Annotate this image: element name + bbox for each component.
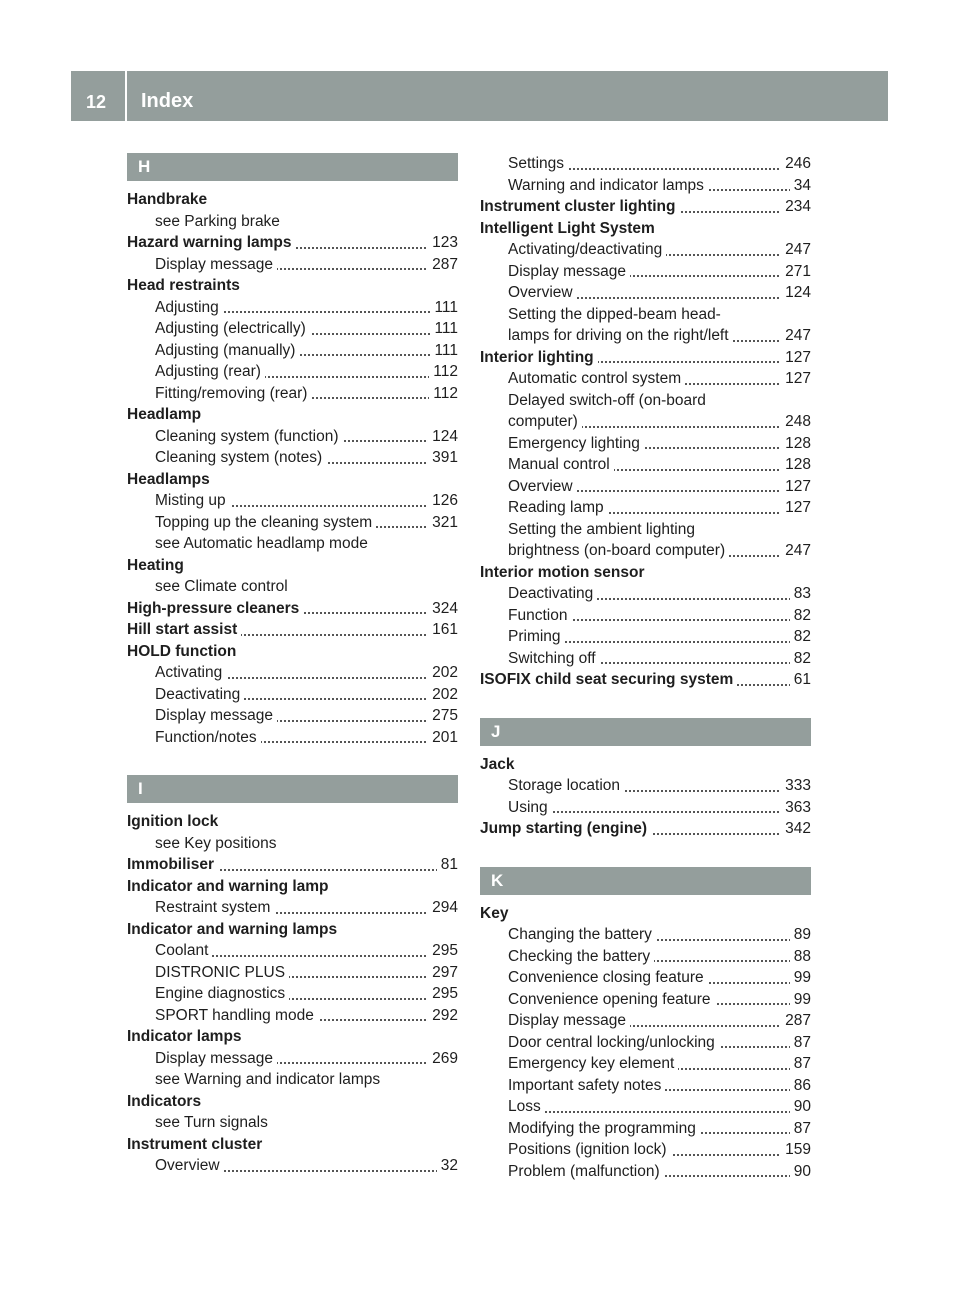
index-entry bbox=[480, 261, 811, 283]
page-reference: 83 bbox=[790, 583, 811, 605]
entry-label: Cleaning system (function) bbox=[155, 428, 343, 445]
page-reference: 127 bbox=[781, 347, 811, 369]
entry-label: Deactivating bbox=[155, 686, 244, 703]
entry-label: lamps for driving on the right/left bbox=[508, 327, 733, 344]
page-reference: 111 bbox=[430, 297, 458, 319]
entry-label: Priming bbox=[508, 628, 565, 645]
index-entry bbox=[480, 583, 811, 605]
entry-label: Hazard warning lamps bbox=[127, 234, 296, 251]
entry-label: Restraint system bbox=[155, 899, 274, 916]
index-column-right bbox=[480, 153, 811, 1182]
index-entry bbox=[127, 447, 458, 469]
index-entry bbox=[480, 411, 811, 433]
entry-label: Important safety notes bbox=[508, 1077, 665, 1094]
page-reference: 90 bbox=[790, 1161, 811, 1183]
index-heading bbox=[127, 275, 458, 297]
index-entry bbox=[480, 476, 811, 498]
entry-label: Storage location bbox=[508, 777, 624, 794]
page-reference: 87 bbox=[790, 1118, 811, 1140]
page-reference: 124 bbox=[781, 282, 811, 304]
entry-label: Indicator and warning lamp bbox=[127, 878, 333, 895]
index-entry bbox=[127, 512, 458, 534]
entry-label: Convenience opening feature bbox=[508, 991, 715, 1008]
entry-label: Activating bbox=[155, 664, 226, 681]
letter-heading-j: J bbox=[480, 718, 811, 746]
entry-label: Adjusting (manually) bbox=[155, 342, 299, 359]
entry-label: Display message bbox=[155, 707, 277, 724]
index-entry bbox=[480, 1096, 811, 1118]
page-reference: 88 bbox=[790, 946, 811, 968]
index-entry bbox=[480, 1010, 811, 1032]
entry-label: Engine diagnostics bbox=[155, 985, 289, 1002]
page-reference: 292 bbox=[428, 1005, 458, 1027]
index-entry bbox=[127, 297, 458, 319]
page-reference: 295 bbox=[428, 983, 458, 1005]
index-entry bbox=[480, 1053, 811, 1075]
entry-label: Ignition lock bbox=[127, 813, 222, 830]
index-entry bbox=[480, 390, 811, 412]
page-reference: 34 bbox=[790, 175, 811, 197]
entry-label: Adjusting (electrically) bbox=[155, 320, 310, 337]
entry-label: Setting the dipped-beam head- bbox=[508, 306, 725, 323]
entry-label: Activating/deactivating bbox=[508, 241, 666, 258]
page-reference: 126 bbox=[428, 490, 458, 512]
page-reference: 82 bbox=[790, 648, 811, 670]
page-reference: 269 bbox=[428, 1048, 458, 1070]
index-entry bbox=[480, 175, 811, 197]
entry-label: Headlamps bbox=[127, 471, 214, 488]
entry-label: Checking the battery bbox=[508, 948, 654, 965]
page-reference: 112 bbox=[429, 383, 458, 405]
page-title: Index bbox=[141, 90, 194, 112]
page-reference: 234 bbox=[781, 196, 811, 218]
index-entry bbox=[127, 940, 458, 962]
entry-label: Head restraints bbox=[127, 277, 244, 294]
index-list-i-continued bbox=[480, 153, 811, 691]
entry-label: Instrument cluster lighting bbox=[480, 198, 679, 215]
index-entry bbox=[127, 1112, 458, 1134]
entry-label: Jack bbox=[480, 756, 518, 773]
index-entry bbox=[480, 540, 811, 562]
page-header bbox=[71, 71, 888, 121]
page-reference: 127 bbox=[781, 476, 811, 498]
page-reference: 89 bbox=[790, 924, 811, 946]
letter-heading-h: H bbox=[127, 153, 458, 181]
entry-label: Cleaning system (notes) bbox=[155, 449, 326, 466]
index-entry bbox=[127, 854, 458, 876]
index-entry bbox=[127, 1005, 458, 1027]
index-heading bbox=[127, 641, 458, 663]
page-reference: 61 bbox=[790, 669, 811, 691]
entry-label: ISOFIX child seat securing system bbox=[480, 671, 737, 688]
index-heading bbox=[480, 903, 811, 925]
page-reference: 32 bbox=[437, 1155, 458, 1177]
entry-label: see Warning and indicator lamps bbox=[155, 1071, 384, 1088]
entry-label: Changing the battery bbox=[508, 926, 656, 943]
page-reference: 111 bbox=[430, 340, 458, 362]
entry-label: Jump starting (engine) bbox=[480, 820, 651, 837]
letter-heading-k: K bbox=[480, 867, 811, 895]
entry-label: Emergency lighting bbox=[508, 435, 644, 452]
entry-label: Setting the ambient lighting bbox=[508, 521, 699, 538]
page-reference: 82 bbox=[790, 626, 811, 648]
index-entry bbox=[480, 325, 811, 347]
index-heading bbox=[127, 404, 458, 426]
index-entry bbox=[480, 497, 811, 519]
index-entry bbox=[480, 454, 811, 476]
index-entry bbox=[127, 983, 458, 1005]
entry-label: Heating bbox=[127, 557, 188, 574]
entry-label: High-pressure cleaners bbox=[127, 600, 303, 617]
entry-label: Automatic control system bbox=[508, 370, 685, 387]
index-entry bbox=[480, 989, 811, 1011]
index-entry bbox=[480, 967, 811, 989]
page-reference: 391 bbox=[428, 447, 458, 469]
page-reference: 82 bbox=[790, 605, 811, 627]
index-entry bbox=[127, 490, 458, 512]
page-reference: 81 bbox=[437, 854, 458, 876]
header-divider bbox=[125, 71, 127, 121]
entry-label: brightness (on-board computer) bbox=[508, 542, 729, 559]
index-entry bbox=[127, 619, 458, 641]
page-reference: 297 bbox=[428, 962, 458, 984]
page-reference: 342 bbox=[781, 818, 811, 840]
index-entry bbox=[127, 340, 458, 362]
entry-label: Adjusting (rear) bbox=[155, 363, 265, 380]
page-reference: 202 bbox=[428, 662, 458, 684]
page-reference: 287 bbox=[781, 1010, 811, 1032]
page-reference: 287 bbox=[428, 254, 458, 276]
index-entry bbox=[127, 533, 458, 555]
page-reference: 333 bbox=[781, 775, 811, 797]
page-reference: 294 bbox=[428, 897, 458, 919]
entry-label: Interior motion sensor bbox=[480, 564, 649, 581]
index-entry bbox=[480, 1118, 811, 1140]
entry-label: see Key positions bbox=[155, 835, 281, 852]
page-reference: 127 bbox=[781, 497, 811, 519]
page-reference: 159 bbox=[781, 1139, 811, 1161]
page-reference: 295 bbox=[428, 940, 458, 962]
entry-label: Switching off bbox=[508, 650, 600, 667]
index-entry bbox=[480, 946, 811, 968]
page-reference: 247 bbox=[781, 540, 811, 562]
entry-label: computer) bbox=[508, 413, 582, 430]
entry-label: Display message bbox=[155, 1050, 277, 1067]
entry-label: Interior lighting bbox=[480, 349, 598, 366]
index-heading bbox=[127, 469, 458, 491]
entry-label: Manual control bbox=[508, 456, 614, 473]
index-entry bbox=[127, 962, 458, 984]
entry-label: Delayed switch-off (on-board bbox=[508, 392, 710, 409]
page-reference: 202 bbox=[428, 684, 458, 706]
index-entry bbox=[480, 669, 811, 691]
entry-label: Display message bbox=[155, 256, 277, 273]
entry-label: Loss bbox=[508, 1098, 545, 1115]
entry-label: Using bbox=[508, 799, 552, 816]
index-entry bbox=[127, 833, 458, 855]
page-reference: 321 bbox=[428, 512, 458, 534]
entry-label: Key bbox=[480, 905, 512, 922]
entry-label: Handbrake bbox=[127, 191, 211, 208]
index-entry bbox=[480, 775, 811, 797]
entry-label: Display message bbox=[508, 1012, 630, 1029]
dot-leader bbox=[508, 1111, 811, 1113]
page-reference: 123 bbox=[428, 232, 458, 254]
page-reference: 87 bbox=[790, 1053, 811, 1075]
letter-heading-i: I bbox=[127, 775, 458, 803]
index-entry bbox=[127, 383, 458, 405]
page-reference: 363 bbox=[781, 797, 811, 819]
dot-leader bbox=[508, 811, 811, 813]
index-entry bbox=[480, 347, 811, 369]
index-heading bbox=[127, 811, 458, 833]
index-list-i bbox=[127, 811, 458, 1177]
index-entry bbox=[127, 318, 458, 340]
index-entry bbox=[127, 254, 458, 276]
index-entry bbox=[480, 304, 811, 326]
index-list-h bbox=[127, 189, 458, 748]
entry-label: Door central locking/unlocking bbox=[508, 1034, 719, 1051]
page-reference: 87 bbox=[790, 1032, 811, 1054]
entry-label: Indicators bbox=[127, 1093, 205, 1110]
entry-label: Function/notes bbox=[155, 729, 261, 746]
index-entry bbox=[127, 1155, 458, 1177]
entry-label: see Parking brake bbox=[155, 213, 284, 230]
index-entry bbox=[480, 239, 811, 261]
entry-label: Overview bbox=[508, 284, 577, 301]
page-reference: 99 bbox=[790, 967, 811, 989]
page-reference: 271 bbox=[781, 261, 811, 283]
entry-label: Modifying the programming bbox=[508, 1120, 700, 1137]
page-reference: 247 bbox=[781, 239, 811, 261]
entry-label: HOLD function bbox=[127, 643, 240, 660]
page-reference: 90 bbox=[790, 1096, 811, 1118]
entry-label: Convenience closing feature bbox=[508, 969, 708, 986]
index-entry bbox=[127, 897, 458, 919]
entry-label: see Automatic headlamp mode bbox=[155, 535, 372, 552]
page-reference: 324 bbox=[428, 598, 458, 620]
index-heading bbox=[127, 876, 458, 898]
page-reference: 86 bbox=[790, 1075, 811, 1097]
index-entry bbox=[127, 727, 458, 749]
index-heading bbox=[127, 1026, 458, 1048]
index-entry bbox=[480, 1139, 811, 1161]
page-number: 12 bbox=[86, 92, 107, 112]
index-entry bbox=[127, 705, 458, 727]
index-entry bbox=[480, 368, 811, 390]
page-reference: 248 bbox=[781, 411, 811, 433]
index-list-k bbox=[480, 903, 811, 1183]
entry-label: Emergency key element bbox=[508, 1055, 678, 1072]
page-reference: 275 bbox=[428, 705, 458, 727]
entry-label: SPORT handling mode bbox=[155, 1007, 318, 1024]
entry-label: see Climate control bbox=[155, 578, 292, 595]
index-entry bbox=[127, 1069, 458, 1091]
index-entry bbox=[480, 818, 811, 840]
entry-label: Overview bbox=[508, 478, 577, 495]
page-reference: 247 bbox=[781, 325, 811, 347]
entry-label: Intelligent Light System bbox=[480, 220, 659, 237]
page-reference: 161 bbox=[428, 619, 458, 641]
entry-label: Indicator lamps bbox=[127, 1028, 246, 1045]
entry-label: DISTRONIC PLUS bbox=[155, 964, 289, 981]
page-reference: 99 bbox=[790, 989, 811, 1011]
index-entry bbox=[480, 626, 811, 648]
index-entry bbox=[127, 426, 458, 448]
index-entry bbox=[127, 576, 458, 598]
page-reference: 128 bbox=[781, 433, 811, 455]
entry-label: Misting up bbox=[155, 492, 230, 509]
entry-label: Reading lamp bbox=[508, 499, 608, 516]
index-heading bbox=[127, 1134, 458, 1156]
index-entry bbox=[480, 1161, 811, 1183]
entry-label: Positions (ignition lock) bbox=[508, 1141, 671, 1158]
index-entry bbox=[127, 1048, 458, 1070]
index-column-left bbox=[127, 151, 458, 1177]
page-reference: 127 bbox=[781, 368, 811, 390]
entry-label: Headlamp bbox=[127, 406, 205, 423]
index-heading bbox=[480, 218, 811, 240]
index-heading bbox=[127, 919, 458, 941]
entry-label: Hill start assist bbox=[127, 621, 241, 638]
index-entry bbox=[127, 211, 458, 233]
index-entry bbox=[127, 662, 458, 684]
index-list-j bbox=[480, 754, 811, 840]
index-entry bbox=[127, 598, 458, 620]
index-entry bbox=[480, 282, 811, 304]
index-entry bbox=[480, 196, 811, 218]
index-entry bbox=[480, 797, 811, 819]
index-entry bbox=[127, 232, 458, 254]
entry-label: Topping up the cleaning system bbox=[155, 514, 376, 531]
entry-label: Warning and indicator lamps bbox=[508, 177, 708, 194]
index-entry bbox=[127, 361, 458, 383]
page-reference: 111 bbox=[430, 318, 458, 340]
entry-label: Adjusting bbox=[155, 299, 223, 316]
index-entry bbox=[480, 153, 811, 175]
index-entry bbox=[480, 924, 811, 946]
entry-label: Overview bbox=[155, 1157, 224, 1174]
page-reference: 128 bbox=[781, 454, 811, 476]
index-heading bbox=[480, 562, 811, 584]
index-heading bbox=[127, 1091, 458, 1113]
page-reference: 201 bbox=[428, 727, 458, 749]
entry-label: Function bbox=[508, 607, 571, 624]
index-entry bbox=[480, 433, 811, 455]
entry-label: Immobiliser bbox=[127, 856, 218, 873]
entry-label: Fitting/removing (rear) bbox=[155, 385, 311, 402]
page-reference: 124 bbox=[428, 426, 458, 448]
entry-label: Indicator and warning lamps bbox=[127, 921, 341, 938]
entry-label: Coolant bbox=[155, 942, 212, 959]
entry-label: Problem (malfunction) bbox=[508, 1163, 664, 1180]
index-heading bbox=[127, 555, 458, 577]
index-heading bbox=[480, 754, 811, 776]
index-entry bbox=[480, 519, 811, 541]
entry-label: Deactivating bbox=[508, 585, 597, 602]
index-entry bbox=[480, 648, 811, 670]
page-reference: 246 bbox=[781, 153, 811, 175]
index-entry bbox=[480, 605, 811, 627]
index-entry bbox=[480, 1075, 811, 1097]
entry-label: see Turn signals bbox=[155, 1114, 272, 1131]
index-entry bbox=[480, 1032, 811, 1054]
index-heading bbox=[127, 189, 458, 211]
index-entry bbox=[127, 684, 458, 706]
entry-label: Settings bbox=[508, 155, 568, 172]
entry-label: Display message bbox=[508, 263, 630, 280]
page-reference: 112 bbox=[429, 361, 458, 383]
entry-label: Instrument cluster bbox=[127, 1136, 266, 1153]
